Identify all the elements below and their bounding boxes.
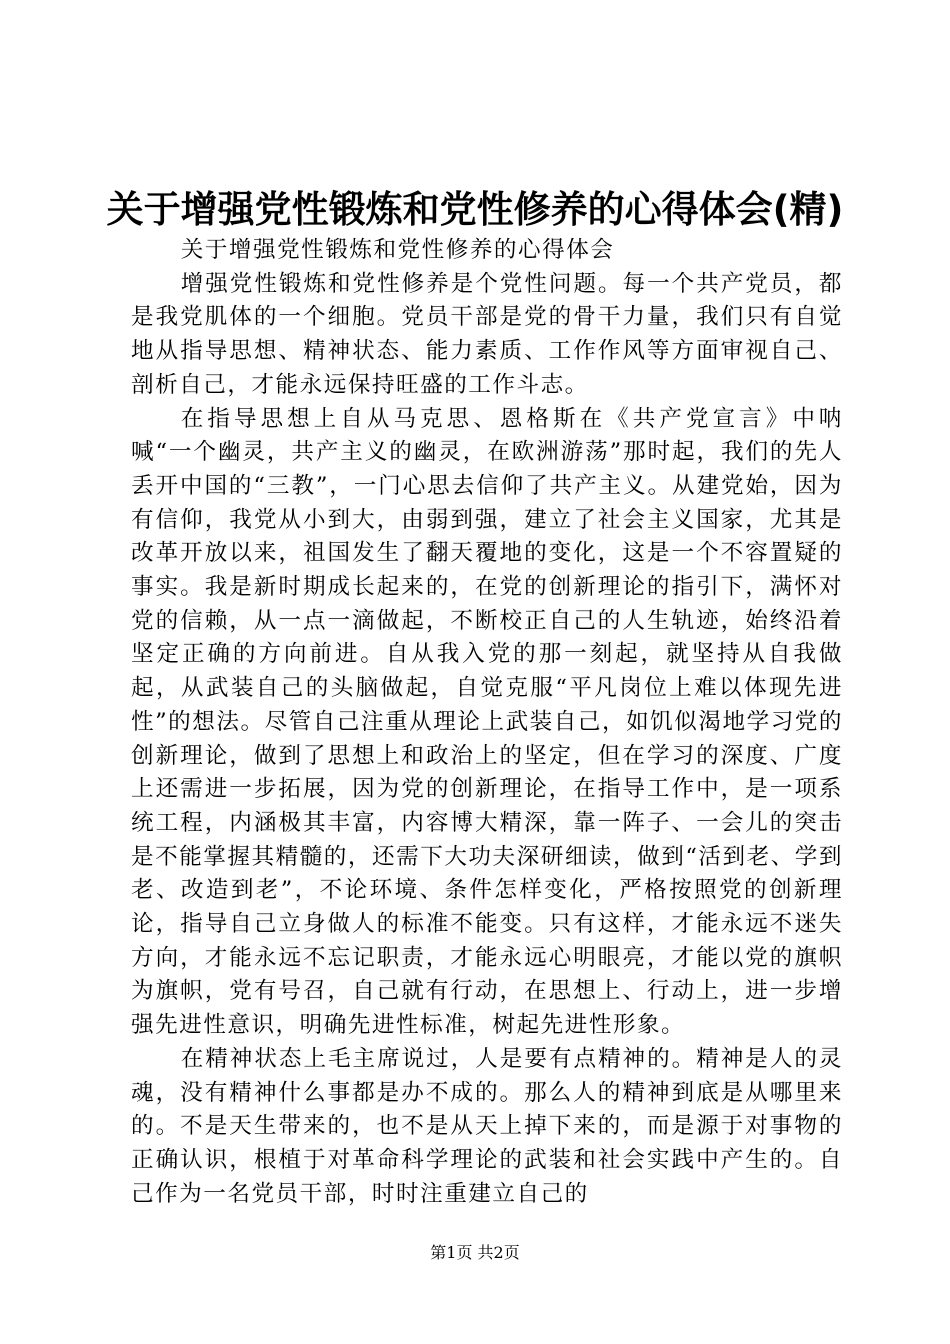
body-paragraph: 增强党性锻炼和党性修养是个党性问题。每一个共产党员，都是我党肌体的一个细胞。党员干部是党的骨干力量，我们只有自觉地从指导思想、精神状态、能力素质、工作作风等方面审视自己、剖析自己，才能永远保持旺盛的工作斗志。 [131, 270, 843, 398]
page-footer: 第1页 共2页 [430, 1243, 520, 1262]
document-title: 关于增强党性锻炼和党性修养的心得体会(精) [106, 188, 844, 231]
document-body [131, 234, 843, 1211]
body-paragraph: 在精神状态上毛主席说过，人是要有点精神的。精神是人的灵魂，没有精神什么事都是办不成的。那么人的精神到底是从哪里来的。不是天生带来的，也不是从天上掉下来的，而是源于对事物的正确认识，根植于对革命科学理论的武装和社会实践中产生的。自己作为一名党员干部，时时注重建立自己的 [131, 1045, 843, 1207]
subtitle-paragraph: 关于增强党性锻炼和党性修养的心得体会 [180, 237, 615, 263]
body-paragraph: 在指导思想上自从马克思、恩格斯在《共产党宣言》中呐喊“一个幽灵，共产主义的幽灵，在欧洲游荡”那时起，我们的先人丢开中国的“三教”，一门心思去信仰了共产主义。从建党始，因为有信仰，我党从小到大，由弱到强，建立了社会主义国家，尤其是改革开放以来，祖国发生了翻天覆地的变化，这是一个不容置疑的事实。我是新时期成长起来的，在党的创新理论的指引下，满怀对党的信赖，从一点一滴做起，不断校正自己的人生轨迹，始终沿着坚定正确的方向前进。自从我入党的那一刻起，就坚持从自我做起，从武装自己的头脑做起，自觉克服“平凡岗位上难以体现先进性”的想法。尽管自己注重从理论上武装自己，如饥似渴地学习党的创新理论，做到了思想上和政治上的坚定，但在学习的深度、广度上还需进一步拓展，因为党的创新理论，在指导工作中，是一项系统工程，内涵极其丰富，内容博大精深，靠一阵子、一会儿的突击是不能掌握其精髓的，还需下大功夫深研细读，做到“活到老、学到老、改造到老”，不论环境、条件怎样变化，严格按照党的创新理论，指导自己立身做人的标准不能变。只有这样，才能永远不迷失方向，才能永远不忘记职责，才能永远心明眼亮，才能以党的旗帜为旗帜，党有号召，自己就有行动，在思想上、行动上，进一步增强先进性意识，明确先进性标准，树起先进性形象。 [131, 405, 843, 1039]
